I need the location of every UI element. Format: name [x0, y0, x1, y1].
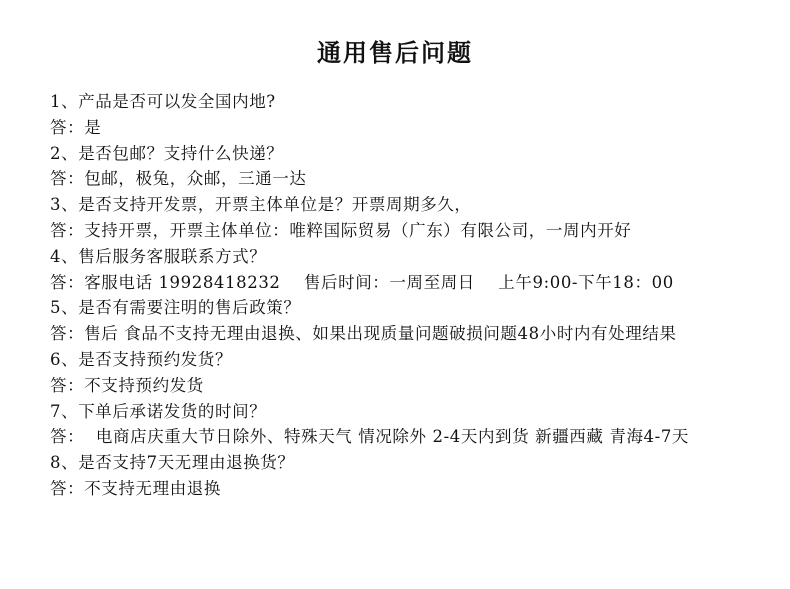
faq-question-6: 6、是否支持预约发货？	[50, 349, 233, 369]
faq-answer-7: 答： 电商店庆重大节日除外、特殊天气 情况除外 2-4天内到货 新疆西藏 青海4-7天	[50, 427, 690, 447]
faq-answer-4: 答：客服电话 19928418232 售后时间：一周至周日 上午9:00-下午18：00	[50, 272, 674, 292]
faq-answer-3: 答：支持开票，开票主体单位：唯粹国际贸易（广东）有限公司，一周内开好	[50, 220, 632, 240]
faq-answer-2: 答：包邮，极兔，众邮，三通一达	[50, 169, 307, 189]
faq-question-3: 3、是否支持开发票，开票主体单位是？开票周期多久，	[50, 195, 472, 215]
faq-question-8: 8、是否支持7天无理由退换货？	[50, 453, 295, 473]
faq-answer-6: 答：不支持预约发货	[50, 375, 204, 395]
faq-question-1: 1、产品是否可以发全国内地?	[50, 92, 276, 111]
faq-question-5: 5、是否有需要注明的售后政策？	[50, 298, 301, 318]
document-title: 通用售后问题	[317, 38, 473, 67]
faq-question-2: 2、是否包邮？支持什么快递？	[50, 143, 284, 163]
faq-answer-8: 答：不支持无理由退换	[50, 478, 221, 498]
faq-question-7: 7、下单后承诺发货的时间？	[50, 401, 267, 421]
faq-answer-5: 答：售后 食品不支持无理由退换、如果出现质量问题破损问题48小时内有处理结果	[50, 324, 677, 344]
faq-answer-1: 答：是	[50, 117, 102, 137]
faq-list	[50, 89, 740, 502]
faq-question-4: 4、售后服务客服联系方式？	[50, 246, 267, 266]
